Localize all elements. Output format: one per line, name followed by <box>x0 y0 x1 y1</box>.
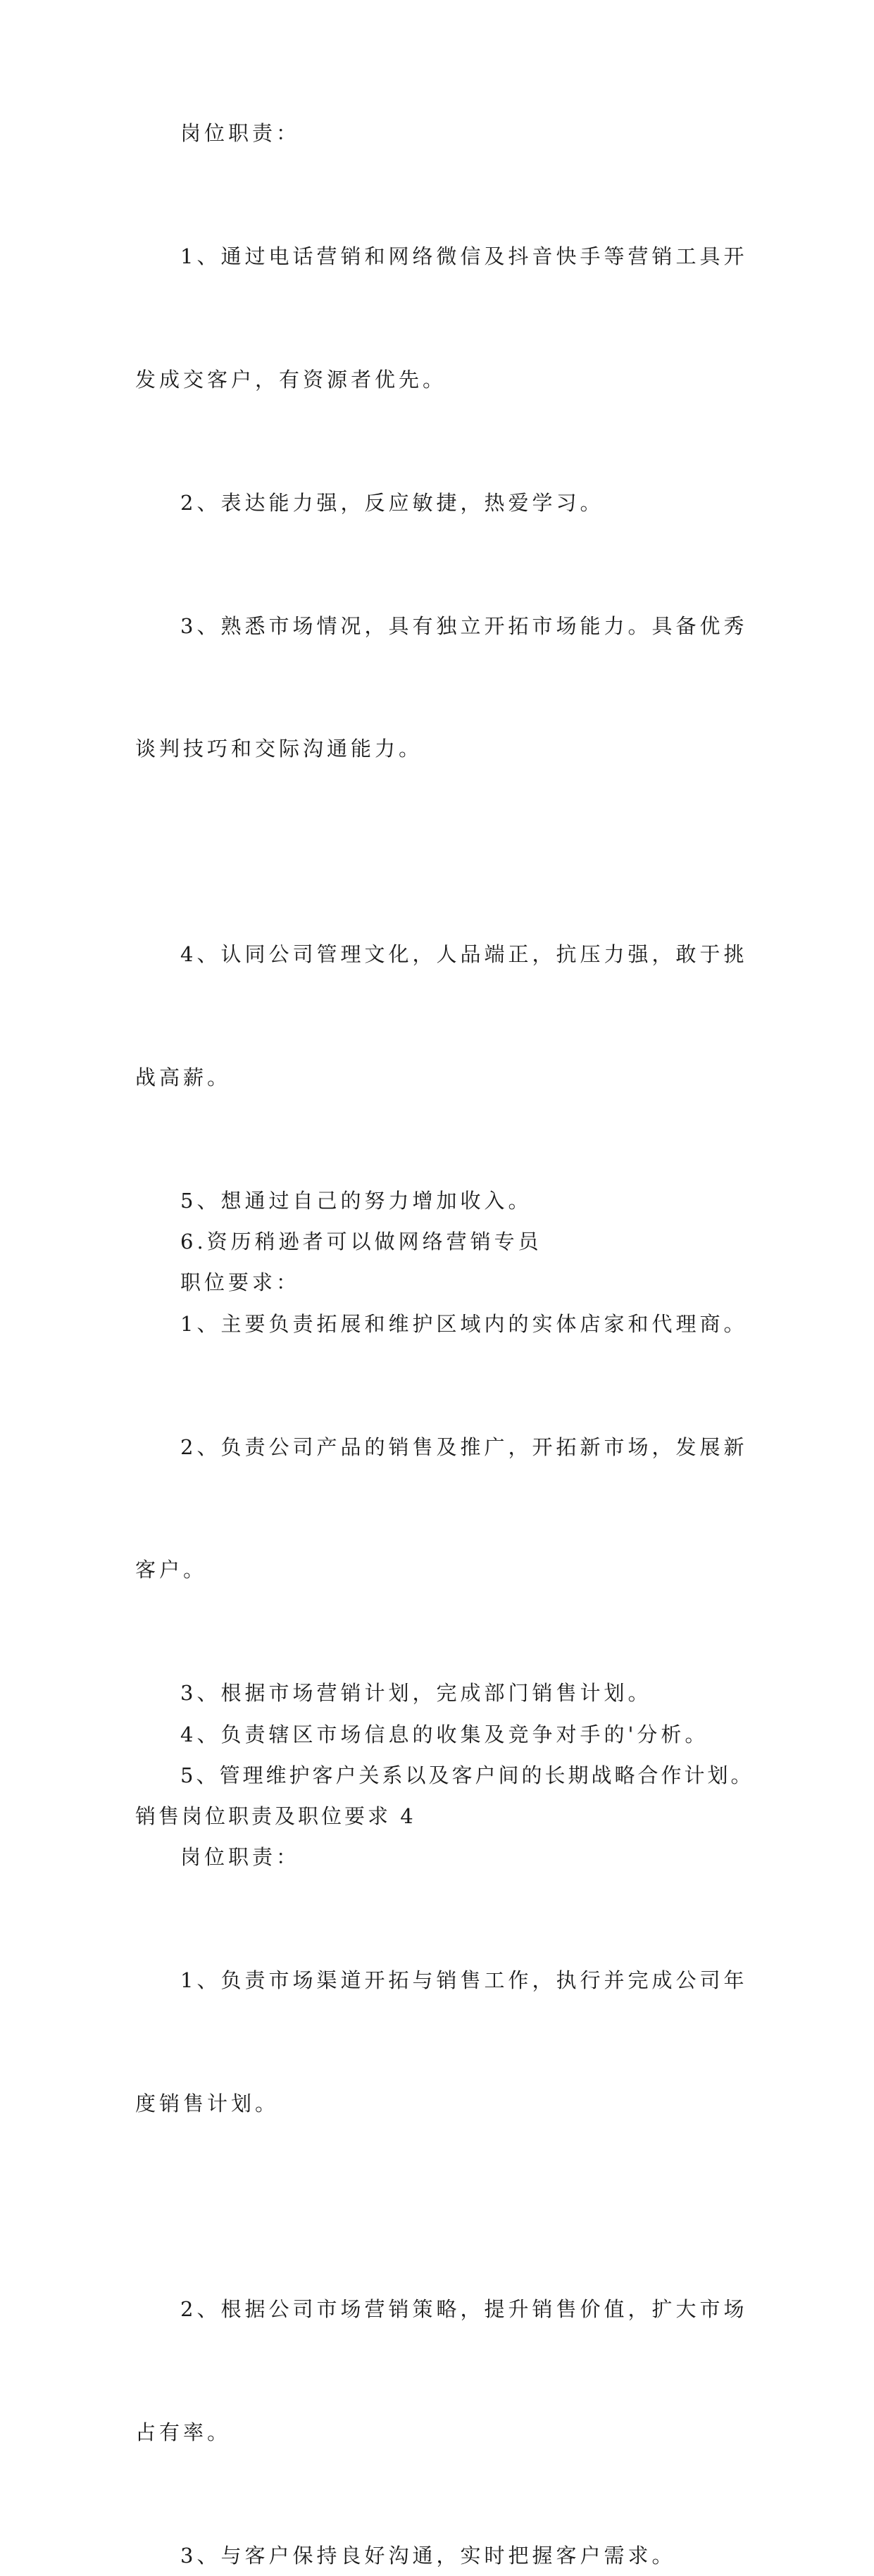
duty-item-1 <box>135 154 755 482</box>
duties-label-2: 岗位职责： <box>180 1845 301 1870</box>
section-title: 销售岗位职责及职位要求 4 <box>135 1804 416 1829</box>
duty2-item-2-line-2: 占有率。 <box>135 2420 232 2444</box>
duty2-item-2-line-1: 2、根据公司市场营销策略，提升销售价值，扩大市场 <box>180 2296 748 2321</box>
duty2-item-1 <box>135 1878 755 2206</box>
duty-item-3 <box>135 523 755 851</box>
document-body <box>135 113 755 2576</box>
duty-item-4-line-1: 4、认同公司管理文化，人品端正，抗压力强，敢于挑 <box>180 942 748 966</box>
duty-item-3-line-2: 谈判技巧和交际沟通能力。 <box>135 737 423 761</box>
duty2-item-1-line-1: 1、负责市场渠道开拓与销售工作，执行并完成公司年 <box>180 1968 748 1993</box>
duty-item-3-line-1: 3、熟悉市场情况，具有独立开拓市场能力。具备优秀 <box>180 613 748 638</box>
requirement-item-1: 1、主要负责拓展和维护区域内的实体店家和代理商。 <box>180 1311 748 1336</box>
requirement-item-4: 4、负责辖区市场信息的收集及竞争对手的'分析。 <box>180 1722 709 1746</box>
requirements-label: 职位要求： <box>180 1270 301 1295</box>
duty2-item-2 <box>135 2206 755 2534</box>
requirement-item-2 <box>135 1344 755 1672</box>
duty-item-1-line-2: 发成交客户，有资源者优先。 <box>135 367 447 392</box>
duty-item-2: 2、表达能力强，反应敏捷，热爱学习。 <box>180 490 604 515</box>
duty2-item-3: 3、与客户保持良好沟通，实时把握客户需求。 <box>180 2543 676 2568</box>
requirement-item-2-line-2: 客户。 <box>135 1558 208 1582</box>
duty-item-4 <box>135 851 755 1180</box>
duties-label: 岗位职责： <box>180 121 301 145</box>
requirement-item-5: 5、管理维护客户关系以及客户间的长期战略合作计划。 <box>180 1763 754 1787</box>
duty2-item-1-line-2: 度销售计划。 <box>135 2092 280 2116</box>
requirement-item-3: 3、根据市场营销计划，完成部门销售计划。 <box>180 1681 652 1706</box>
duty-item-1-line-1: 1、通过电话营销和网络微信及抖音快手等营销工具开 <box>180 244 748 268</box>
requirement-item-2-line-1: 2、负责公司产品的销售及推广，开拓新市场，发展新 <box>180 1434 748 1459</box>
duty-item-6: 6.资历稍逊者可以做网络营销专员 <box>180 1230 542 1254</box>
duty-item-5: 5、想通过自己的努力增加收入。 <box>180 1188 532 1213</box>
duty-item-4-line-2: 战高薪。 <box>135 1065 232 1089</box>
